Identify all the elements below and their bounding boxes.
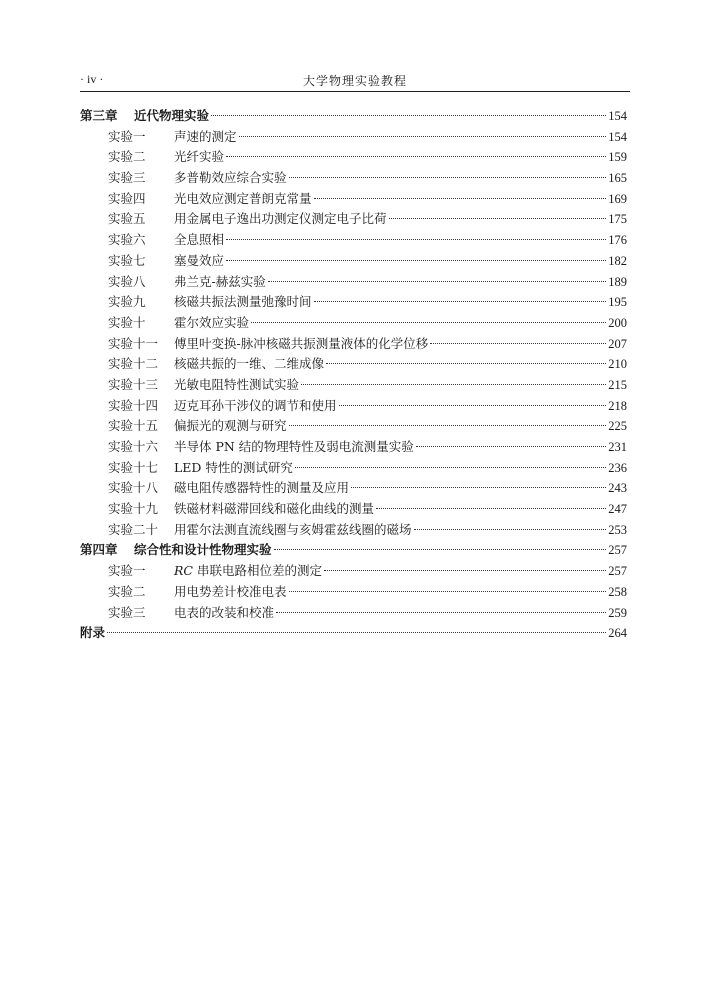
dot-leader: [324, 570, 606, 571]
toc-entry-title-text: 铁磁材料磁滞回线和磁化曲线的测量: [174, 501, 375, 517]
toc-entry-title: [174, 292, 312, 313]
toc-entry-label: 实验九: [108, 294, 146, 310]
toc-page-number: 257: [608, 564, 627, 579]
toc-entry-label: 实验五: [108, 211, 146, 227]
toc-page-number: 195: [608, 295, 627, 310]
toc-page-number: 165: [608, 171, 627, 186]
toc-entry-label: 实验十二: [108, 356, 159, 372]
toc-entry-row[interactable]: [80, 437, 627, 458]
toc-entry-row[interactable]: [80, 313, 627, 334]
toc-page-number: 175: [608, 212, 627, 227]
toc-entry-label: 实验六: [108, 232, 146, 248]
toc-entry-title: [174, 582, 287, 603]
toc-entry-title: [174, 251, 224, 272]
toc-page-number: 259: [608, 605, 627, 620]
dot-leader: [389, 218, 607, 219]
toc-entry-label: 第四章: [80, 542, 118, 558]
toc-page-number: 159: [608, 150, 627, 165]
toc-chapter-row[interactable]: [80, 106, 627, 127]
toc-entry-label: 实验十六: [108, 439, 159, 454]
toc-entry-title: [174, 230, 224, 251]
toc-entry-title-text: 磁电阻传感器特性的测量及应用: [174, 480, 350, 496]
dot-leader: [430, 343, 606, 344]
header-rule: [80, 91, 630, 92]
toc-entry-title: [174, 127, 237, 148]
toc-entry-title-text: 迈克耳孙干涉仪的调节和使用: [174, 397, 337, 413]
toc-entry-label: 实验八: [108, 273, 146, 289]
toc-chapter-row[interactable]: [80, 623, 627, 644]
toc-page-number: 218: [608, 398, 627, 413]
toc-entry-label: 实验四: [108, 190, 146, 206]
toc-page-number: 176: [608, 233, 627, 248]
dot-leader: [107, 632, 606, 633]
toc-page-number: 257: [608, 543, 627, 558]
toc-entry-row[interactable]: [80, 230, 627, 251]
toc-entry-title-text: 霍尔效应实验: [174, 314, 250, 330]
toc-page-number: 182: [608, 253, 627, 268]
dot-leader: [226, 156, 606, 157]
toc-entry-title: [174, 437, 414, 458]
toc-page-number: 154: [608, 129, 627, 144]
toc-entry-label: 第三章: [80, 108, 118, 123]
toc-entry-title: [174, 168, 287, 189]
toc-page-number: 231: [608, 440, 627, 454]
toc-entry-title-text: 附录: [80, 625, 106, 641]
toc-entry-row[interactable]: [80, 147, 627, 168]
toc-entry-title: [174, 520, 412, 541]
toc-entry-row[interactable]: [80, 168, 627, 189]
toc-entry-title-text: 综合性和设计性物理实验: [134, 542, 272, 558]
toc-entry-title-text: 光敏电阻特性测试实验: [174, 376, 300, 392]
toc-entry-title: [174, 603, 274, 624]
toc-entry-title: [80, 623, 105, 644]
toc-entry-row[interactable]: [80, 458, 627, 479]
dot-leader: [289, 425, 607, 426]
toc-entry-title-text: 傅里叶变换-脉冲核磁共振测量液体的化学位移: [174, 335, 429, 351]
toc-entry-title: [174, 209, 387, 230]
toc-entry-title: [174, 561, 322, 582]
toc-entry-title-text: 偏振光的观测与研究: [174, 418, 287, 434]
dot-leader: [276, 612, 606, 613]
toc-entry-title-text: 半导体 PN 结的物理特性及弱电流测量实验: [174, 439, 414, 454]
running-header: [80, 70, 630, 90]
toc-entry-label: 实验十九: [108, 501, 159, 517]
toc-page-number: 154: [608, 109, 627, 123]
toc-entry-label: 实验十八: [108, 480, 159, 496]
toc-entry-row[interactable]: [80, 520, 627, 541]
toc-entry-title: [174, 313, 249, 334]
toc-entry-title-text: 塞曼效应: [174, 252, 225, 268]
dot-leader: [314, 301, 607, 302]
dot-leader: [295, 467, 606, 468]
toc-entry-title-text: 电表的改装和校准: [174, 604, 275, 620]
toc-entry-title-text: 光电效应测定普朗克常量: [174, 190, 312, 206]
dot-leader: [416, 446, 606, 447]
toc-entry-title: [174, 272, 266, 293]
toc-entry-label: 实验十七: [108, 459, 159, 475]
toc-entry-row[interactable]: [80, 582, 627, 603]
toc-entry-label: 实验三: [108, 170, 146, 186]
toc-entry-row[interactable]: [80, 561, 627, 582]
dot-leader: [268, 281, 607, 282]
toc-entry-title-italic: RC: [174, 563, 193, 579]
toc-entry-title: [174, 375, 299, 396]
toc-page-number: 189: [608, 274, 627, 289]
book-title: 大学物理实验教程: [302, 74, 407, 88]
toc-entry-row[interactable]: [80, 189, 627, 210]
toc-entry-title-text: 近代物理实验: [134, 108, 210, 123]
toc-entry-title-text: 串联电路相位差的测定: [192, 563, 322, 579]
toc-entry-row[interactable]: [80, 499, 627, 520]
toc-entry-title-text: 核磁共振法测量弛豫时间: [174, 294, 312, 310]
toc-entry-label: 实验十四: [108, 397, 159, 413]
toc-entry-label: 实验一: [108, 563, 146, 579]
dot-leader: [211, 115, 606, 116]
toc-page-number: 225: [608, 419, 627, 434]
toc-entry-label: 实验二: [108, 583, 146, 599]
toc-entry-title-text: 核磁共振的一维、二维成像: [174, 356, 325, 372]
toc-entry-row[interactable]: [80, 334, 627, 355]
dot-leader: [289, 591, 607, 592]
dot-leader: [314, 198, 607, 199]
toc-entry-title: [174, 189, 312, 210]
toc-entry-title-text: 声速的测定: [174, 128, 237, 144]
page-marker: · iv ·: [80, 72, 104, 86]
toc-entry-row[interactable]: [80, 354, 627, 375]
toc-entry-label: 实验十三: [108, 376, 159, 392]
dot-leader: [351, 487, 606, 488]
toc-entry-row[interactable]: [80, 292, 627, 313]
dot-leader: [239, 136, 607, 137]
toc-entry-title-text: 用霍尔法测直流线圈与亥姆霍兹线圈的磁场: [174, 521, 412, 537]
toc-entry-title-text: 光纤实验: [174, 149, 225, 165]
toc-entry-title: [174, 478, 349, 499]
toc-entry-label: 实验十五: [108, 418, 159, 434]
toc-page-number: 200: [608, 315, 627, 330]
table-of-contents: [80, 106, 627, 644]
toc-entry-label: 实验三: [108, 604, 146, 620]
toc-page-number: 215: [608, 377, 627, 392]
toc-entry-title: [134, 540, 272, 561]
toc-entry-row[interactable]: [80, 416, 627, 437]
toc-entry-label: 实验一: [108, 128, 146, 144]
toc-entry-title-text: 用金属电子逸出功测定仪测定电子比荷: [174, 211, 387, 227]
toc-page-number: 207: [608, 336, 627, 351]
toc-entry-row[interactable]: [80, 251, 627, 272]
toc-entry-label: 实验二十: [108, 521, 159, 537]
dot-leader: [301, 384, 606, 385]
toc-entry-label: 实验十一: [108, 335, 159, 351]
dot-leader: [274, 549, 607, 550]
dot-leader: [414, 529, 607, 530]
toc-entry-title-text: LED 特性的测试研究: [174, 459, 293, 475]
toc-page-number: 264: [608, 626, 627, 641]
dot-leader: [339, 405, 607, 406]
toc-page-number: 247: [608, 502, 627, 517]
toc-entry-row[interactable]: [80, 603, 627, 624]
toc-page-number: 169: [608, 191, 627, 206]
toc-entry-row[interactable]: [80, 209, 627, 230]
toc-entry-title-text: 弗兰克-赫兹实验: [174, 273, 266, 289]
toc-entry-row[interactable]: [80, 272, 627, 293]
toc-entry-title: [174, 416, 287, 437]
toc-entry-title: [174, 334, 428, 355]
toc-page-number: 243: [608, 481, 627, 496]
toc-entry-row[interactable]: [80, 396, 627, 417]
toc-entry-title: [174, 147, 224, 168]
toc-entry-title: [174, 396, 337, 417]
toc-entry-label: 实验七: [108, 252, 146, 268]
toc-entry-title-text: 多普勒效应综合实验: [174, 170, 287, 186]
toc-entry-title: [174, 458, 293, 479]
toc-page-number: 236: [608, 460, 627, 475]
dot-leader: [289, 177, 607, 178]
toc-entry-title: [174, 499, 374, 520]
toc-entry-row[interactable]: [80, 127, 627, 148]
toc-page-number: 258: [608, 584, 627, 599]
toc-entry-row[interactable]: [80, 478, 627, 499]
dot-leader: [226, 260, 606, 261]
dot-leader: [226, 239, 606, 240]
toc-entry-label: 实验二: [108, 149, 146, 165]
toc-entry-title-text: 全息照相: [174, 232, 225, 248]
toc-entry-title-text: 用电势差计校准电表: [174, 583, 287, 599]
toc-entry-label: 实验十: [108, 314, 146, 330]
dot-leader: [251, 322, 606, 323]
dot-leader: [326, 363, 606, 364]
toc-page-number: 253: [608, 522, 627, 537]
toc-entry-title: [134, 106, 209, 127]
toc-entry-title: [174, 354, 324, 375]
dot-leader: [376, 508, 606, 509]
toc-page-number: 210: [608, 357, 627, 372]
toc-entry-row[interactable]: [80, 375, 627, 396]
toc-chapter-row[interactable]: [80, 540, 627, 561]
